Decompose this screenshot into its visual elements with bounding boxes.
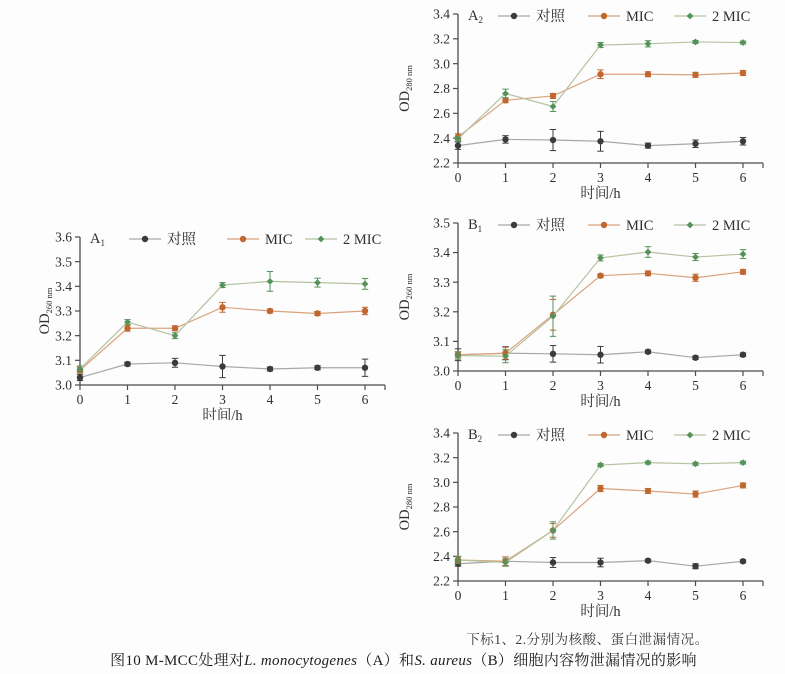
caption-text-2: （A）和 (357, 653, 415, 669)
series-line (458, 485, 743, 561)
legend-label: 对照 (536, 217, 565, 234)
x-tick-label: 6 (739, 378, 747, 393)
data-point-circle (219, 304, 225, 310)
y-axis (433, 7, 458, 171)
legend-label: 2 MIC (712, 8, 751, 25)
x-tick-label: 4 (644, 588, 652, 603)
x-tick-label: 0 (76, 392, 84, 407)
y-axis-label: $OD_{280 nm}$ (397, 65, 414, 112)
series-control (455, 346, 746, 363)
series-line (458, 73, 743, 137)
data-point-circle (172, 360, 178, 366)
series-mic (455, 482, 746, 565)
series-control (455, 129, 746, 151)
data-point-diamond (645, 459, 652, 466)
series-mic (455, 70, 746, 140)
y-axis-label: $OD_{280 nm}$ (397, 483, 414, 531)
legend-item-2mic (674, 9, 750, 25)
x-tick-label: 3 (597, 378, 604, 393)
data-point-circle (645, 488, 651, 494)
caption-species-1: L. monocytogenes (244, 653, 358, 669)
data-point-circle (314, 310, 320, 316)
y-tick-label: 3.5 (433, 215, 450, 231)
legend-item-mic (588, 218, 653, 234)
series-2mic (455, 459, 747, 566)
x-axis-label: 时间/h (580, 604, 621, 620)
data-point-diamond (645, 249, 652, 256)
data-point-circle (267, 366, 273, 372)
data-point-circle (511, 222, 517, 228)
legend (498, 427, 750, 444)
panel-label: $A_1$ (90, 231, 105, 248)
legend-item-mic (588, 428, 653, 444)
data-point-circle (740, 352, 746, 358)
data-point-circle (267, 308, 273, 314)
legend-item-control (498, 8, 565, 25)
chart-svg (390, 210, 785, 417)
series-line (458, 272, 743, 355)
legend-item-mic (588, 9, 653, 25)
x-tick-label: 5 (692, 378, 699, 393)
y-tick-label: 2.2 (433, 155, 450, 171)
y-tick-label: 3.2 (433, 304, 450, 320)
x-tick-label: 6 (361, 392, 369, 407)
legend-label: MIC (626, 217, 654, 234)
series-mic (455, 269, 746, 360)
y-tick-label: 3.4 (55, 278, 72, 294)
data-point-circle (597, 272, 603, 278)
y-tick-label: 2.8 (433, 499, 450, 515)
legend-label: 对照 (536, 8, 565, 25)
x-tick-label: 0 (454, 170, 462, 185)
series-2mic (455, 39, 747, 143)
data-point-circle (142, 236, 148, 242)
legend (498, 217, 750, 234)
x-tick-label: 5 (314, 392, 321, 407)
caption-species-2: S. aureus (414, 653, 473, 669)
data-point-circle (455, 142, 461, 148)
legend-item-control (129, 231, 196, 248)
y-tick-label: 3.2 (433, 31, 450, 47)
panel-label: $A_2$ (468, 8, 483, 25)
data-point-circle (740, 138, 746, 144)
legend-item-2mic (674, 428, 750, 444)
data-point-circle (124, 325, 130, 331)
y-tick-label: 2.6 (433, 524, 450, 540)
y-tick-label: 3.2 (55, 328, 72, 344)
y-axis (433, 216, 458, 379)
data-point-diamond (318, 236, 325, 243)
x-tick-label: 4 (266, 392, 274, 407)
data-point-circle (362, 308, 368, 314)
x-axis (455, 371, 763, 393)
x-tick-label: 4 (644, 378, 652, 393)
legend (129, 231, 381, 248)
x-tick-label: 1 (124, 392, 131, 407)
figure-caption (0, 649, 785, 670)
data-point-circle (314, 365, 320, 371)
series-line (458, 42, 743, 139)
data-point-circle (240, 236, 246, 242)
x-tick-label: 3 (219, 392, 226, 407)
x-tick-label: 1 (502, 378, 509, 393)
y-tick-label: 2.8 (433, 81, 450, 97)
x-tick-label: 2 (549, 588, 557, 603)
x-axis (455, 163, 763, 185)
chart-svg (25, 213, 390, 420)
y-axis (55, 230, 80, 393)
y-tick-label: 3.4 (433, 6, 450, 22)
data-point-circle (597, 485, 603, 491)
data-point-circle (362, 365, 368, 371)
data-point-circle (692, 141, 698, 147)
data-point-circle (692, 72, 698, 78)
y-tick-label: 2.2 (433, 573, 450, 589)
legend-label: MIC (626, 8, 654, 25)
x-tick-label: 3 (597, 588, 604, 603)
data-point-diamond (687, 13, 694, 20)
data-point-circle (219, 363, 225, 369)
y-tick-label: 2.4 (433, 548, 450, 564)
data-point-circle (692, 275, 698, 281)
data-point-circle (502, 136, 508, 142)
data-point-diamond (645, 40, 652, 47)
legend-label: 2 MIC (343, 231, 382, 248)
caption-text-1: 图10 M-MCC处理对 (110, 653, 245, 669)
data-point-circle (692, 491, 698, 497)
series-2mic (455, 247, 747, 363)
legend-item-control (498, 427, 565, 444)
legend-label: 对照 (536, 427, 565, 444)
x-axis (77, 385, 385, 407)
x-tick-label: 4 (644, 170, 652, 185)
y-tick-label: 3.1 (55, 352, 72, 368)
x-axis-label: 时间/h (580, 394, 621, 410)
data-point-circle (740, 70, 746, 76)
x-tick-label: 5 (692, 170, 699, 185)
y-tick-label: 2.4 (433, 130, 450, 146)
data-point-diamond (687, 432, 694, 439)
series-line (458, 463, 743, 563)
data-point-circle (645, 142, 651, 148)
data-point-circle (645, 270, 651, 276)
y-tick-label: 3.0 (433, 363, 450, 379)
data-point-diamond (740, 39, 747, 46)
y-tick-label: 3.0 (55, 377, 72, 393)
data-point-circle (550, 93, 556, 99)
chart-panel-b1 (390, 210, 785, 422)
y-tick-label: 3.1 (433, 334, 450, 349)
legend-item-2mic (674, 218, 750, 234)
data-point-circle (172, 325, 178, 331)
data-point-diamond (314, 279, 321, 286)
x-tick-label: 1 (502, 170, 509, 185)
x-tick-label: 6 (739, 588, 747, 603)
data-point-circle (692, 563, 698, 569)
y-tick-label: 3.4 (433, 425, 450, 441)
y-tick-label: 3.3 (55, 303, 72, 319)
data-point-circle (124, 361, 130, 367)
x-tick-label: 2 (549, 378, 557, 393)
data-point-circle (511, 13, 517, 19)
data-point-diamond (692, 39, 699, 46)
series-line (458, 252, 743, 356)
y-tick-label: 3.2 (433, 450, 450, 466)
legend-label: 对照 (167, 231, 196, 248)
x-tick-label: 2 (549, 170, 557, 185)
y-tick-label: 3.4 (433, 245, 450, 261)
chart-panel-a2 (390, 0, 785, 212)
y-axis-label: $OD_{260 nm}$ (397, 273, 414, 321)
legend-label: MIC (626, 427, 654, 444)
y-tick-label: 3.6 (55, 229, 72, 245)
data-point-circle (740, 558, 746, 564)
data-point-circle (511, 432, 517, 438)
data-point-circle (550, 137, 556, 143)
data-point-circle (601, 13, 607, 19)
legend-item-mic (227, 232, 292, 248)
x-tick-label: 5 (692, 588, 699, 603)
x-tick-label: 3 (597, 170, 604, 185)
data-point-circle (597, 71, 603, 77)
chart-svg (390, 420, 785, 627)
panel-label: $B_2$ (468, 427, 483, 444)
data-point-circle (740, 482, 746, 488)
data-point-circle (645, 349, 651, 355)
x-tick-label: 0 (454, 378, 462, 393)
x-tick-label: 0 (454, 588, 462, 603)
data-point-circle (597, 138, 603, 144)
data-point-diamond (740, 459, 747, 466)
data-point-circle (645, 557, 651, 563)
data-point-circle (740, 269, 746, 275)
x-axis-label: 时间/h (202, 408, 243, 420)
data-point-diamond (692, 460, 699, 467)
figure-note: 下标1、2.分别为核酸、蛋白泄漏情况。 (466, 632, 709, 647)
series-control (77, 355, 368, 380)
data-point-circle (692, 354, 698, 360)
legend-label: 2 MIC (712, 217, 751, 234)
y-tick-label: 2.6 (433, 105, 450, 121)
x-tick-label: 6 (739, 170, 747, 185)
legend-label: MIC (265, 231, 293, 248)
x-axis (455, 581, 763, 603)
data-point-circle (597, 352, 603, 358)
data-point-circle (550, 559, 556, 565)
legend-item-control (498, 217, 565, 234)
data-point-diamond (267, 278, 274, 285)
legend-item-2mic (305, 232, 381, 248)
data-point-circle (597, 559, 603, 565)
legend (498, 8, 750, 25)
chart-panel-b2 (390, 420, 785, 632)
data-point-circle (77, 374, 83, 380)
x-tick-label: 1 (502, 588, 509, 603)
legend-label: 2 MIC (712, 427, 751, 444)
caption-text-3: （B）细胞内容物泄漏情况的影响 (472, 653, 697, 669)
data-point-circle (601, 222, 607, 228)
data-point-diamond (692, 254, 699, 261)
panel-label: $B_1$ (468, 217, 483, 234)
x-tick-label: 2 (171, 392, 179, 407)
chart-panel-a1 (25, 213, 390, 425)
data-point-diamond (362, 280, 369, 287)
data-point-circle (645, 71, 651, 77)
y-tick-label: 3.3 (433, 274, 450, 290)
y-axis (433, 426, 458, 589)
y-tick-label: 3.0 (433, 56, 450, 72)
y-tick-label: 3.5 (55, 254, 72, 270)
data-point-diamond (687, 222, 694, 229)
data-point-circle (601, 432, 607, 438)
data-point-circle (550, 351, 556, 357)
x-axis-label: 时间/h (580, 186, 621, 202)
chart-svg (390, 0, 785, 207)
y-axis-label: $OD_{260 nm}$ (37, 287, 54, 335)
y-tick-label: 3.0 (433, 474, 450, 490)
data-point-diamond (740, 251, 747, 258)
series-control (455, 557, 746, 569)
